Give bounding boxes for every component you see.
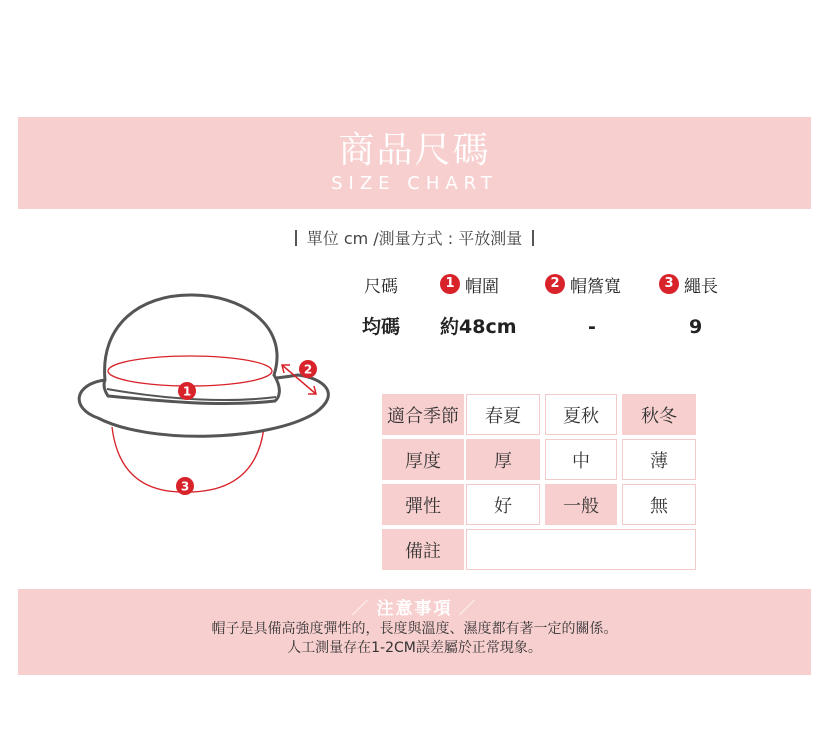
label-thickness: 厚度	[382, 439, 464, 480]
badge-2: 2	[545, 274, 565, 294]
badge-1: 1	[440, 274, 460, 294]
label-elasticity: 彈性	[382, 484, 464, 525]
header-size: 尺碼	[364, 276, 398, 297]
divider	[295, 230, 297, 246]
option-season-spring-summer: 春夏	[466, 394, 540, 435]
remarks-value	[466, 529, 696, 570]
banner-subtitle: SIZE CHART	[331, 173, 498, 194]
value-circumference: 約48cm	[440, 316, 517, 338]
value-brim-width: -	[588, 316, 596, 338]
marker-3	[176, 477, 194, 495]
marker-2	[299, 360, 317, 378]
option-elasticity-normal: 一般	[545, 484, 617, 525]
option-elasticity-good: 好	[466, 484, 540, 525]
badge-3: 3	[659, 274, 679, 294]
hat-diagram	[60, 285, 400, 505]
size-chart-banner	[18, 117, 811, 209]
option-season-summer-autumn: 夏秋	[545, 394, 617, 435]
svg-text:1: 1	[182, 384, 192, 399]
banner-title: 商品尺碼	[338, 130, 491, 171]
label-season: 適合季節	[382, 394, 464, 435]
notice-title: 注意事項	[376, 599, 453, 619]
svg-text:2: 2	[303, 362, 313, 377]
option-thickness-thin: 薄	[622, 439, 696, 480]
unit-line	[0, 226, 829, 249]
notice-line-1: 帽子是具備高強度彈性的，長度與溫度、濕度都有著一定的關係。	[211, 621, 618, 637]
divider	[532, 230, 534, 246]
header-brim-width: 2 帽簷寬	[545, 272, 621, 296]
marker-1	[178, 382, 196, 400]
value-size: 均碼	[362, 316, 401, 338]
unit-text: 單位 cm /測量方式 : 平放測量	[306, 229, 523, 248]
option-season-autumn-winter: 秋冬	[622, 394, 696, 435]
svg-text:3: 3	[180, 479, 190, 494]
value-rope-length: 9	[689, 316, 703, 338]
option-thickness-medium: 中	[545, 439, 617, 480]
notice-box	[18, 589, 811, 675]
header-rope-length: 3 繩長	[659, 272, 718, 296]
label-remarks: 備註	[382, 529, 464, 570]
notice-line-2: 人工測量存在1-2CM誤差屬於正常現象。	[287, 640, 542, 656]
header-circumference: 1 帽圍	[440, 272, 499, 296]
option-thickness-thick: 厚	[466, 439, 540, 480]
notice-heading: ／ 注意事項 ／	[351, 599, 478, 619]
option-elasticity-none: 無	[622, 484, 696, 525]
